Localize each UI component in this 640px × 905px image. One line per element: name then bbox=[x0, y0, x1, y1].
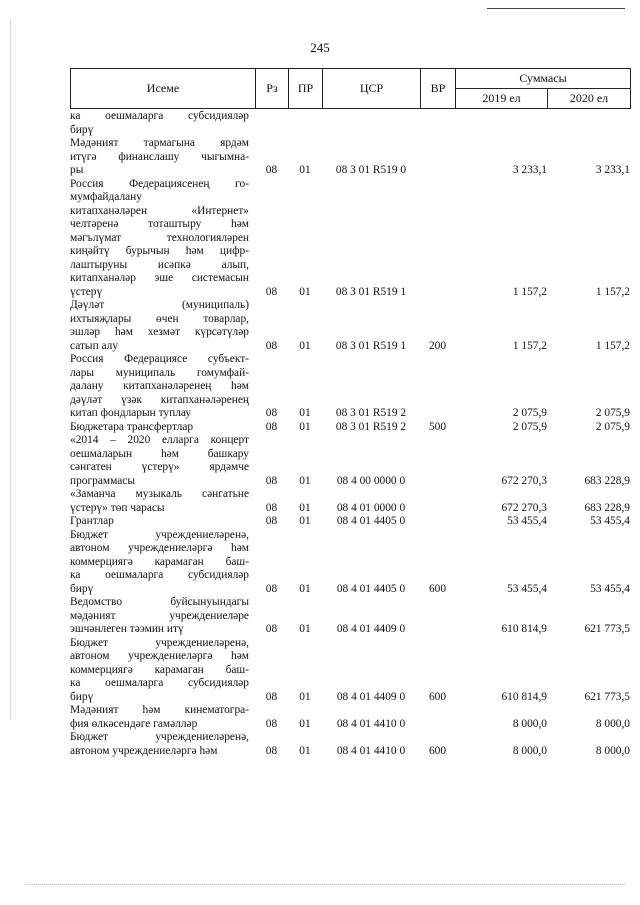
row-name-line: үстерү» төп чарасы bbox=[70, 501, 165, 514]
row-csr: 08 3 01 R519 0 bbox=[335, 164, 407, 176]
row-pr: 01 bbox=[299, 515, 311, 527]
row-name bbox=[70, 488, 255, 515]
row-vr bbox=[420, 110, 455, 137]
row-name bbox=[70, 515, 255, 529]
row-sum-2020: 53 455,4 bbox=[590, 582, 630, 595]
row-sum-2019: 610 814,9 bbox=[501, 690, 547, 703]
row-vr bbox=[420, 704, 455, 731]
row-pr: 01 bbox=[299, 582, 311, 595]
row-pr: 01 bbox=[299, 690, 311, 703]
row-sum-2019: 1 157,2 bbox=[512, 339, 547, 352]
table-row bbox=[70, 110, 630, 137]
row-name-line: Бюджет учреждениеләренә, bbox=[70, 528, 249, 541]
row-name-line: ка оешмаларга субсидияләр bbox=[70, 110, 249, 122]
row-csr: 08 4 01 4409 0 bbox=[336, 690, 406, 703]
table-row bbox=[70, 731, 630, 758]
row-csr: 08 4 01 4405 0 bbox=[336, 582, 406, 595]
row-name-line: сәнгатен үстерү» ярдәмче bbox=[70, 461, 249, 473]
row-name-line: автоном учреждениеләргә һәм bbox=[70, 650, 249, 662]
row-sum-2020: 621 773,5 bbox=[584, 690, 630, 703]
row-name-line: мумфайдалану bbox=[70, 191, 142, 203]
row-sum-2019: 2 075,9 bbox=[512, 420, 547, 433]
row-csr: 08 3 01 R519 1 bbox=[335, 285, 407, 298]
row-sum-2019: 672 270,3 bbox=[501, 474, 547, 487]
row-sum-2020: 53 455,4 bbox=[590, 515, 630, 527]
row-name-line: мәдәният учреждениеләре bbox=[70, 609, 249, 622]
row-rz: 08 bbox=[265, 474, 278, 487]
row-name-line: челтәренә тоташтыру һәм bbox=[70, 218, 249, 230]
row-vr: 600 bbox=[428, 582, 447, 595]
row-name bbox=[70, 421, 255, 435]
row-name-line: китапханәләр эше системасын bbox=[70, 272, 249, 284]
row-name-line: Грантлар bbox=[70, 515, 114, 527]
table-row bbox=[70, 421, 630, 435]
row-sum-2020: 621 773,5 bbox=[584, 623, 630, 635]
row-name-line: Мәдәният һәм кинематогра- bbox=[70, 704, 249, 716]
row-vr bbox=[420, 137, 455, 178]
row-name-line: оешмаларын һәм башкару bbox=[70, 447, 249, 460]
row-name-line: Россия Федерациясе субъект- bbox=[70, 353, 249, 365]
header-year-2020: 2020 ел bbox=[548, 89, 631, 109]
row-sum-2019: 610 814,9 bbox=[501, 623, 547, 635]
row-rz: 08 bbox=[265, 515, 278, 527]
row-sum-2019 bbox=[455, 110, 547, 137]
header-pr: ПР bbox=[289, 69, 323, 109]
budget-table bbox=[70, 110, 630, 758]
row-pr: 01 bbox=[299, 717, 311, 730]
row-name-line: «2014 – 2020 елларга концерт bbox=[70, 434, 249, 446]
row-name-line: фия өлкәсендәге гамәлләр bbox=[70, 717, 198, 730]
table-row bbox=[70, 178, 630, 300]
row-name-line: Россия Федерациясенең го- bbox=[70, 177, 249, 190]
header-year-2019: 2019 ел bbox=[456, 89, 548, 109]
row-sum-2020 bbox=[547, 110, 630, 137]
row-pr: 01 bbox=[299, 420, 311, 433]
row-pr: 01 bbox=[299, 744, 311, 757]
row-vr bbox=[420, 515, 455, 529]
row-pr bbox=[288, 110, 322, 137]
row-csr: 08 4 00 0000 0 bbox=[336, 474, 406, 487]
row-name-line: лаштыруны исәпкә алып, bbox=[70, 258, 249, 271]
row-name-line: дәүләт үзәк китапханәләренең bbox=[70, 393, 249, 406]
row-csr: 08 4 01 4409 0 bbox=[336, 623, 406, 635]
row-vr bbox=[420, 178, 455, 300]
row-name bbox=[70, 434, 255, 488]
header-name: Исеме bbox=[71, 69, 256, 109]
row-sum-2019: 2 075,9 bbox=[512, 407, 547, 419]
row-rz: 08 bbox=[265, 420, 278, 433]
row-vr: 500 bbox=[428, 420, 447, 433]
row-name-line: Ведомство буйсынуындагы bbox=[70, 596, 249, 608]
table-row bbox=[70, 596, 630, 637]
row-rz: 08 bbox=[265, 582, 278, 595]
row-csr: 08 3 01 R519 1 bbox=[335, 339, 407, 352]
row-name bbox=[70, 529, 255, 597]
row-sum-2019: 53 455,4 bbox=[507, 582, 547, 595]
row-name bbox=[70, 137, 255, 178]
row-sum-2019: 8 000,0 bbox=[512, 744, 547, 757]
row-name bbox=[70, 704, 255, 731]
row-name bbox=[70, 110, 255, 137]
row-pr: 01 bbox=[299, 407, 311, 419]
header-sums: Суммасы bbox=[456, 69, 631, 89]
row-vr: 600 bbox=[428, 690, 447, 703]
row-sum-2020: 683 228,9 bbox=[584, 474, 630, 487]
top-rule bbox=[487, 8, 625, 9]
row-name bbox=[70, 637, 255, 705]
row-sum-2020: 3 233,1 bbox=[595, 164, 630, 176]
row-vr bbox=[420, 596, 455, 637]
row-name-line: итүгә финанслашу чыгымна- bbox=[70, 150, 249, 163]
row-name bbox=[70, 178, 255, 300]
row-rz: 08 bbox=[265, 717, 278, 730]
row-sum-2019: 672 270,3 bbox=[501, 501, 547, 514]
row-csr: 08 4 01 4405 0 bbox=[336, 515, 406, 527]
row-name-line: ихтыяҗлары өчен товарлар, bbox=[70, 312, 249, 325]
row-name bbox=[70, 596, 255, 637]
row-name-line: «Заманча музыкаль сәнгатьне bbox=[70, 488, 249, 500]
row-name bbox=[70, 731, 255, 758]
row-name-line: Бюджетара трансфертлар bbox=[70, 420, 194, 433]
row-name-line: бирү bbox=[70, 690, 94, 703]
row-rz: 08 bbox=[265, 407, 278, 419]
row-vr: 600 bbox=[428, 744, 447, 757]
row-pr: 01 bbox=[299, 501, 311, 514]
row-pr: 01 bbox=[299, 623, 311, 635]
row-rz bbox=[255, 110, 288, 137]
row-rz: 08 bbox=[265, 623, 278, 635]
row-name-line: ка оешмаларга субсидияләр bbox=[70, 677, 249, 689]
row-name-line: коммерциягә карамаган баш- bbox=[70, 555, 249, 568]
table-row bbox=[70, 637, 630, 705]
row-name-line: Бюджет учреждениеләренә, bbox=[70, 731, 249, 743]
table-row bbox=[70, 515, 630, 529]
row-rz: 08 bbox=[265, 744, 278, 757]
row-sum-2020: 1 157,2 bbox=[595, 339, 630, 352]
row-name-line: үстерү bbox=[70, 285, 103, 298]
table-header bbox=[70, 68, 631, 109]
header-rz: Рз bbox=[256, 69, 289, 109]
row-name-line: эшчәнлеген тәэмин итү bbox=[70, 623, 184, 635]
table-row bbox=[70, 137, 630, 178]
table-row bbox=[70, 529, 630, 597]
table-row bbox=[70, 704, 630, 731]
row-name-line: далану китапханәләренең һәм bbox=[70, 380, 249, 392]
row-name-line: коммерциягә карамаган баш- bbox=[70, 663, 249, 676]
row-sum-2019: 1 157,2 bbox=[512, 285, 547, 298]
row-pr: 01 bbox=[299, 339, 311, 352]
row-vr bbox=[420, 434, 455, 488]
row-vr: 200 bbox=[428, 339, 447, 352]
table-row bbox=[70, 299, 630, 353]
row-rz: 08 bbox=[265, 285, 278, 298]
row-name-line: китап фондларын туплау bbox=[70, 407, 192, 419]
row-csr: 08 3 01 R519 2 bbox=[335, 420, 407, 433]
row-sum-2020: 2 075,9 bbox=[595, 407, 630, 419]
page-number: 245 bbox=[310, 40, 330, 55]
margin-scan-noise bbox=[10, 20, 11, 720]
row-name-line: программасы bbox=[70, 474, 136, 487]
row-rz: 08 bbox=[265, 501, 278, 514]
row-name-line: ры bbox=[70, 164, 84, 176]
row-name-line: Мәдәният тармагына ярдәм bbox=[70, 137, 249, 149]
row-name bbox=[70, 299, 255, 353]
row-name-line: бирү bbox=[70, 123, 94, 136]
table-row bbox=[70, 353, 630, 421]
row-sum-2019: 53 455,4 bbox=[507, 515, 547, 527]
row-rz: 08 bbox=[265, 339, 278, 352]
row-pr: 01 bbox=[299, 474, 311, 487]
row-name bbox=[70, 353, 255, 421]
bottom-scan-noise bbox=[25, 884, 625, 885]
row-name-line: автоном учреждениеләргә һәм bbox=[70, 542, 249, 554]
row-name-line: киңәйтү бурычын һәм цифр- bbox=[70, 245, 249, 257]
row-csr: 08 4 01 4410 0 bbox=[336, 717, 406, 730]
row-name-line: бирү bbox=[70, 582, 94, 595]
row-sum-2019: 8 000,0 bbox=[512, 717, 547, 730]
table-row bbox=[70, 488, 630, 515]
row-name-line: эшләр һәм хезмәт күрсәтүләр bbox=[70, 326, 249, 338]
row-sum-2020: 683 228,9 bbox=[584, 501, 630, 514]
row-name-line: автоном учреждениеләргә һәм bbox=[70, 744, 218, 757]
row-csr: 08 4 01 4410 0 bbox=[336, 744, 406, 757]
row-name-line: мәгълүмат технологияләрен bbox=[70, 231, 249, 244]
row-rz: 08 bbox=[265, 690, 278, 703]
row-name-line: сатып алу bbox=[70, 339, 119, 352]
row-csr: 08 4 01 0000 0 bbox=[336, 501, 406, 514]
row-vr bbox=[420, 488, 455, 515]
table-row bbox=[70, 434, 630, 488]
header-vr: ВР bbox=[421, 69, 456, 109]
row-pr: 01 bbox=[299, 285, 311, 298]
row-rz: 08 bbox=[265, 164, 278, 176]
row-vr bbox=[420, 353, 455, 421]
row-sum-2020: 8 000,0 bbox=[595, 744, 630, 757]
row-sum-2020: 1 157,2 bbox=[595, 285, 630, 298]
row-csr: 08 3 01 R519 2 bbox=[335, 407, 407, 419]
row-sum-2019: 3 233,1 bbox=[512, 164, 547, 176]
row-csr bbox=[322, 110, 420, 137]
row-name-line: ка оешмаларга субсидияләр bbox=[70, 569, 249, 581]
row-sum-2020: 2 075,9 bbox=[595, 420, 630, 433]
row-sum-2020: 8 000,0 bbox=[595, 717, 630, 730]
row-pr: 01 bbox=[299, 164, 311, 176]
row-name-line: Бюджет учреждениеләренә, bbox=[70, 636, 249, 649]
row-name-line: Дәүләт (муниципаль) bbox=[70, 299, 249, 311]
row-name-line: китапханәләрен «Интернет» bbox=[70, 204, 249, 217]
header-csr: ЦСР bbox=[323, 69, 421, 109]
row-name-line: лары муниципаль гомумфай- bbox=[70, 366, 249, 379]
